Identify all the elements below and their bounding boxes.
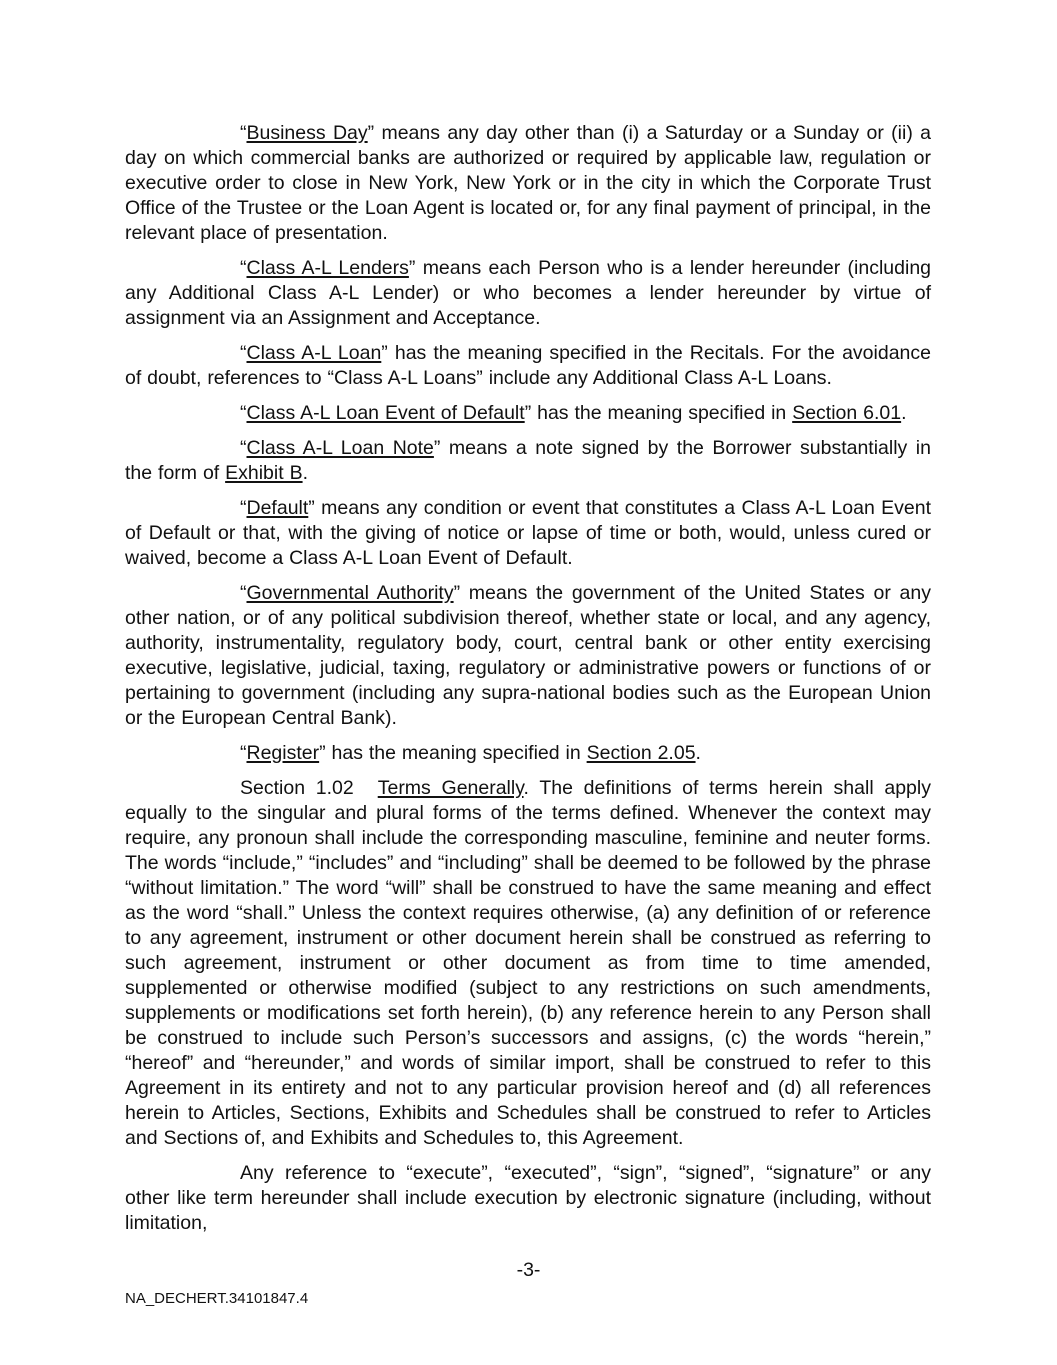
text-segment: ” has the meaning specified in [524,402,793,424]
underlined-term: Terms Generally [377,777,524,799]
paragraph [125,741,931,766]
text-segment: “ [240,342,247,364]
text-segment: ” means the government of the United States or any other nation, or of any political subdivision thereof, whether state or local, and any agency, authority, instrumentality, regulatory body, court, central bank or other entity exercising executive, legislative, judicial, taxing, regulatory or administrative powers or functions of or pertaining to government (including any supra-national bodies such as the European Union or the European Central Bank). [125,582,931,729]
text-segment: . The definitions of terms herein shall apply equally to the singular and plural forms of the terms defined. Whenever the context may require, any pronoun shall include the corresponding masculine, feminine and neuter forms. The words “include,” “includes” and “including” shall be deemed to be followed by the phrase “without limitation.” The word “will” shall be construed to have the same meaning and effect as the word “shall.” Unless the context requires otherwise, (a) any definition of or reference to any agreement, instrument or other document herein shall be construed as referring to such agreement, instrument or other document as from time to time amended, supplemented or otherwise modified (subject to any restrictions on such amendments, supplements or modifications set forth herein), (b) any reference herein to any Person shall be construed to include such Person’s successors and assigns, (c) the words “herein,” “hereof” and “hereunder,” and words of similar import, shall be construed to refer to this Agreement in its entirety and not to any particular provision hereof and (d) all references herein to Articles, Sections, Exhibits and Schedules shall be construed to refer to Articles and Sections of, and Exhibits and Schedules to, this Agreement. [125,777,931,1149]
underlined-term: Register [246,742,320,764]
text-segment: . [695,742,701,764]
page-number: -3- [516,1259,541,1281]
underlined-term: Section 2.05 [586,742,696,764]
text-segment: ” means a note signed by the Borrower substantially in the form of [125,437,931,484]
text-segment: “ [240,582,247,604]
text-segment: ” means any day other than (i) a Saturday or a Sunday or (ii) a day on which commercial banks are authorized or required by applicable law, regulation or executive order to close in New York, New York or in the city in which the Corporate Trust Office of the Trustee or the Loan Agent is located or, for any final payment of principal, in the relevant place of presentation. [125,122,931,244]
text-segment: “ [240,742,247,764]
text-segment: “ [240,437,247,459]
underlined-term: Class A-L Loan [246,342,382,364]
underlined-term: Section 6.01 [792,402,902,424]
text-segment: Section 1.02 [240,777,354,799]
text-segment: “ [240,402,247,424]
document-id: NA_DECHERT.34101847.4 [125,1290,309,1307]
text-segment: . [901,402,907,424]
text-segment: ” means each Person who is a lender hereunder (including any Additional Class A-L Lender) or who becomes a lender hereunder by virtue of assignment via an Assignment and Acceptance. [125,257,932,329]
underlined-term: Class A-L Loan Note [246,437,434,459]
underlined-term: Business Day [246,122,368,144]
text-segment: “ [240,257,247,279]
paragraph [125,401,931,426]
paragraph [125,121,931,246]
underlined-term: Default [246,497,309,519]
text-segment: Any reference to “execute”, “executed”, “sign”, “signed”, “signature” or any other like term hereunder shall include execution by electronic signature (including, without limitation, [125,1162,931,1234]
text-segment: ” has the meaning specified in the Recitals. For the avoidance of doubt, references to “Class A-L Loans” include any Additional Class A-L Loans. [125,342,931,389]
document-body [125,121,931,1246]
paragraph [125,341,931,391]
paragraph [125,776,931,1151]
underlined-term: Governmental Authority [246,582,454,604]
text-segment: ” means any condition or event that constitutes a Class A-L Loan Event of Default or that, with the giving of notice or lapse of time or both, would, unless cured or waived, become a Class A-L Loan Event of Default. [125,497,931,569]
underlined-term: Class A-L Lenders [246,257,409,279]
paragraph [125,581,931,731]
underlined-term: Class A-L Loan Event of Default [246,402,525,424]
text-segment: “ [240,122,247,144]
text-segment: “ [240,497,247,519]
paragraph [125,436,931,486]
text-segment: ” has the meaning specified in [319,742,587,764]
paragraph [125,256,931,331]
underlined-term: Exhibit B [225,462,303,484]
paragraph [125,1161,931,1236]
text-segment: . [302,462,308,484]
paragraph [125,496,931,571]
